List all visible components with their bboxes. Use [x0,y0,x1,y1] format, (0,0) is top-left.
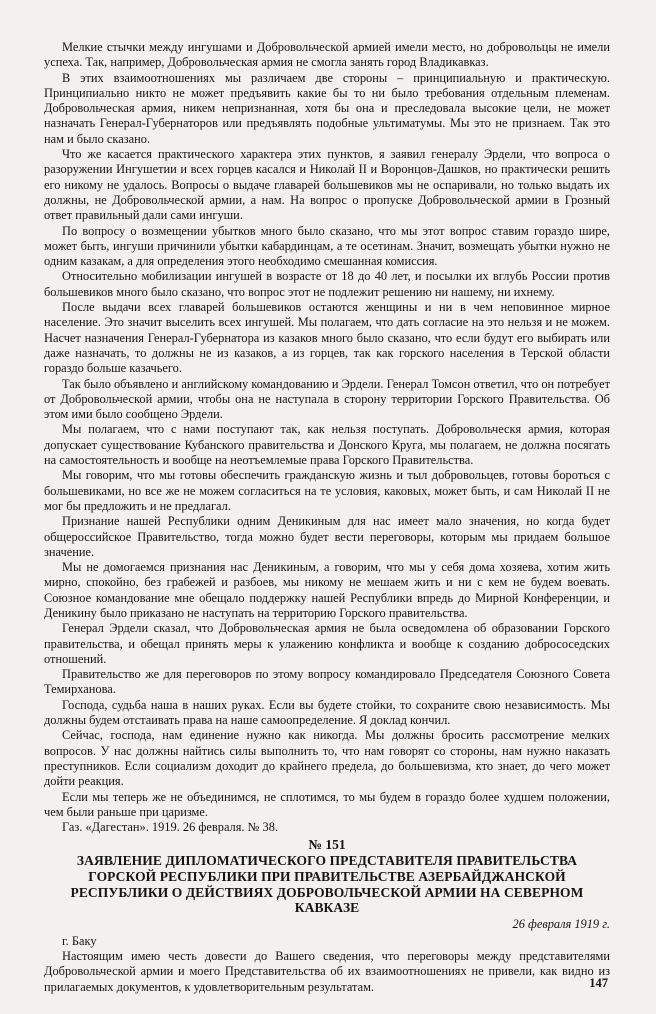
paragraph: По вопросу о возмещении убытков много было сказано, что мы этот вопрос ставим гораздо шире, может быть, ингуши причинили убытки кабардинцам, а те осетинам. Значит, возмещать убытки нужно не одним казакам, а для определения этого необходимо смешанная комиссия. [44,223,610,269]
paragraph: Правительство же для переговоров по этому вопросу командировало Председателя Союзного Совета Темирханова. [44,667,610,697]
speech-body [44,40,610,820]
source-citation: Газ. «Дагестан». 1919. 26 февраля. № 38. [62,820,279,835]
paragraph: Мы полагаем, что с нами поступают так, как нельзя поступать. Добровольческя армия, которая допускает существование Кубанского правительства и Донского Круга, мы полагаем, не должна посягать на самостоятельность и вообще на неотъемлемые права Горского Правительства. [44,422,610,468]
document-number: № 151 [308,837,346,853]
document-title: ЗАЯВЛЕНИЕ ДИПЛОМАТИЧЕСКОГО ПРЕДСТАВИТЕЛЯ ПРАВИТЕЛЬСТВА ГОРСКОЙ РЕСПУБЛИКИ ПРИ ПРАВИТЕЛЬСТВЕ АЗЕРБАЙДЖАНСКОЙ РЕСПУБЛИКИ О ДЕЙСТВИЯХ ДОБРОВОЛЬЧЕСКОЙ АРМИИ НА СЕВЕРНОМ КАВКАЗЕ [70,853,584,916]
document-page [44,40,610,995]
paragraph: Относительно мобилизации ингушей в возрасте от 18 до 40 лет, и посылки их вглубь России против большевиков много было сказано, что вопрос этот не подлежит решению ни нашему, ни ихнему. [44,269,610,299]
paragraph: Генерал Эрдели сказал, что Добровольческая армия не была осведомлена об образовании Горского правительства, и обещал принять меры к улажению конфликта и вообще к созданию добрососедских отношений. [44,621,610,666]
paragraph: Что же касается практического характера этих пунктов, я заявил генералу Эрдели, что вопроса о разоружении Ингушетии и всех горцев касался и Николай II и Воронцов-Дашков, но практически решить его никому не удалось. Вопросы о выдаче главарей большевиков мы не оспаривали, но только выдать их должны, не Добровольческой армии, а нам. На вопрос о пропуске Добровольческой армии в Грозный ответ правильный дали сами ингуши. [44,147,610,223]
paragraph: Мы говорим, что мы готовы обеспечить гражданскую жизнь и тыл добровольцев, готовы бороться с большевиками, но все же не можем согласиться на те условия, каковых, может быть, и сам Николай II не мог бы предложить и не предлагал. [44,468,610,513]
document-text: Настоящим имею честь довести до Вашего сведения, что переговоры между представителями Добровольческой армии и моего Представительства об их взаимоотношениях не привели, как видно из прилагаемых документов, к удовлетворительным результатам. [44,949,610,994]
document-header [44,837,610,931]
paragraph: Сейчас, господа, нам единение нужно как никогда. Мы должны бросить рассмотрение мелких вопросов. У нас должны найтись силы выполнить то, что нам говорят со стороны, нам нужно наказать преступников. Если социализм доходит до крайнего предела, до большевизма, кто знает, до чего может дойти реакция. [44,728,610,789]
paragraph: После выдачи всех главарей большевиков остаются женщины и ни в чем неповинное мирное население. Это значит выселить всех ингушей. Мы полагаем, что дать согласие на это нельзя и не можем. Насчет назначения Генерал-Губернатора из казаков много было сказано, что если будут его выбирать или даже назначать, то должны не из казаков, а из горцев, так как горского населения в Терской области гораздо больше казачьего. [44,300,610,376]
paragraph: Мы не домогаемся признания нас Деникиным, а говорим, что мы у себя дома хозяева, хотим жить мирно, спокойно, без грабежей и разбоев, мы никому не мешаем жить и ни с кем не будем воевать. Союзное командование мне обещало поддержку нашей Республики впредь до Мирной Конференции, и Деникину было приказано не наступать на территорию Горского правительства. [44,560,610,620]
paragraph: Мелкие стычки между ингушами и Добровольческой армией имели место, но добровольцы не имели успеха. Так, например, Добровольческая армия не смогла занять город Владикавказ. [44,40,610,70]
document-place: г. Баку [62,933,97,948]
paragraph: Так было объявлено и английскому командованию и Эрдели. Генерал Томсон ответил, что он потребует от Добровольческой армии, чтобы она не наступала в сторону территории Горского Правительства. Об этом ими было сообщено Эрдели. [44,376,610,422]
paragraph: В этих взаимоотношениях мы различаем две стороны – принципиальную и практическую. Принципиально никто не может предъявить какие бы то ни было требования отдельным племенам. Добровольческая армия, никем непризнанная, хотя бы она и преследовала высокие цели, не может назначать Генерал-Губернаторов или предъявлять подобные ультиматумы. Мы это не признаем. Так это нам и было сказано. [44,70,610,146]
page-number: 147 [589,976,608,990]
paragraph: Признание нашей Республики одним Деникиным для нас имеет мало значения, но когда будет общероссийское Правительство, тогда можно будет вести переговоры, которым мы придаем большое значение. [44,514,610,559]
paragraph: Господа, судьба наша в наших руках. Если вы будете стойки, то сохраните свою независимость. Мы должны будем отстаивать права на наше самоопределение. Я доклад кончил. [44,697,610,728]
document-date: 26 февраля 1919 г. [512,916,610,931]
paragraph: Если мы теперь же не объединимся, не сплотимся, то мы будем в гораздо более худшем положении, чем были раньше при царизме. [44,789,610,819]
